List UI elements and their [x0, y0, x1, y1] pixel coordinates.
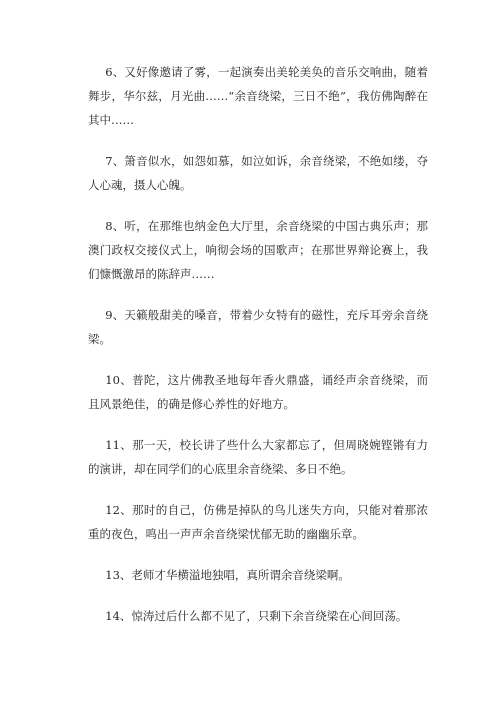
sentence-12: 12、那时的自己，仿佛是掉队的鸟儿迷失方向，只能对着那浓重的夜色，鸣出一声声余音绕梁忧郁无助的幽幽乐章。 [88, 503, 428, 541]
sentence-6: 6、又好像邀请了雾，一起演奏出美轮美奂的音乐交响曲，随着舞步，华尔兹，月光曲……“余音绕梁，三日不绝”，我仿佛陶醉在其中…… [88, 65, 428, 127]
sentence-list [88, 60, 428, 628]
sentence-8: 8、听，在那维也纳金色大厅里，余音绕梁的中国古典乐声；那澳门政权交接仪式上，响彻会场的国歌声；在那世界辩论赛上，我们慷慨激昂的陈辞声…… [88, 219, 428, 281]
sentence-11: 11、那一天，校长讲了些什么大家都忘了，但周晓婉铿锵有力的演讲，却在同学们的心底里余音绕梁、多日不绝。 [88, 438, 428, 476]
sentence-14: 14、惊涛过后什么都不见了，只剩下余音绕梁在心间回荡。 [105, 609, 408, 623]
sentence-13: 13、老师才华横溢地独唱，真所谓余音绕梁啊。 [105, 568, 350, 582]
sentence-7: 7、箫音似水，如怨如慕，如泣如诉，余音绕梁，不绝如缕，夺人心魂，摄人心魄。 [88, 154, 428, 192]
sentence-10: 10、普陀，这片佛教圣地每年香火鼎盛，诵经声余音绕梁，而且风景绝佳，的确是修心养性的好地方。 [88, 373, 428, 411]
sentence-9: 9、天籁般甜美的嗓音，带着少女特有的磁性，充斥耳旁余音绕梁。 [88, 308, 428, 346]
